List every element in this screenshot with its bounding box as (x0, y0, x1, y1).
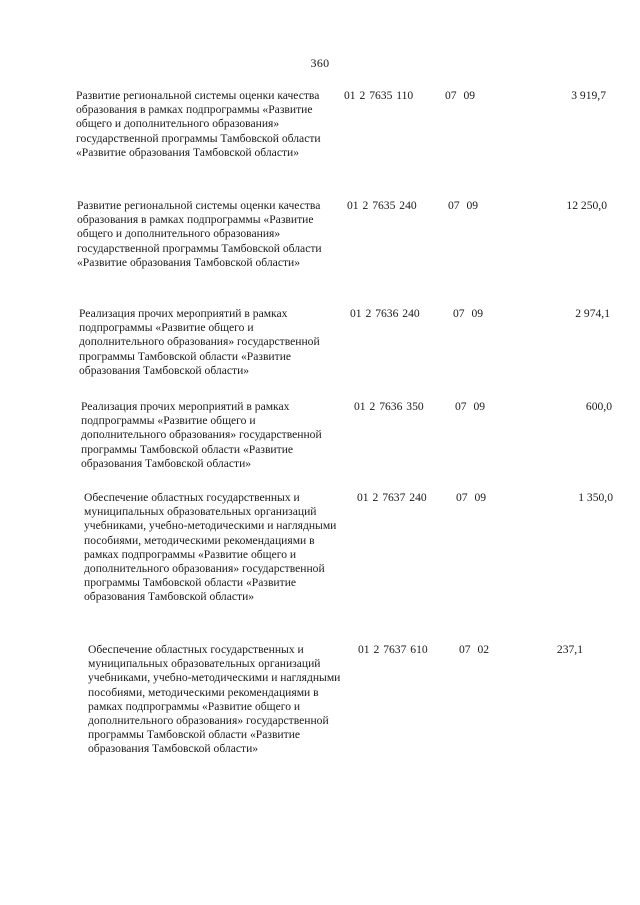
row-section: 07 09 (455, 400, 486, 413)
row-description: Обеспечение областных государственных и муниципальных образовательных организаций учебниками, учебно-методическими и наглядными пособиями, методическими рекомендациями в рамках подпрограммы «Развитие общего и дополнительного образования» государственной программы Тамбовской области «Развитие образования Тамбовской области» (88, 643, 341, 756)
row-amount: 3 919,7 (571, 89, 606, 102)
row-description: Реализация прочих мероприятий в рамках подпрограммы «Развитие общего и дополнительного образования» государственной программы Тамбовской области «Развитие образования Тамбовской области» (79, 307, 320, 377)
row-amount: 12 250,0 (566, 199, 607, 212)
row-amount: 1 350,0 (578, 491, 613, 504)
row-description: Развитие региональной системы оценки качества образования в рамках подпрограммы «Развитие общего и дополнительного образования» государственной программы Тамбовской области «Развитие образования Тамбовской области» (76, 89, 321, 159)
row-code: 01 2 7635 110 (344, 89, 414, 102)
row-amount: 237,1 (556, 643, 583, 656)
row-section: 07 02 (459, 643, 490, 656)
row-description: Развитие региональной системы оценки качества образования в рамках подпрограммы «Развитие общего и дополнительного образования» государственной программы Тамбовской области «Развитие образования Тамбовской области» (77, 199, 322, 269)
row-amount: 600,0 (585, 400, 612, 413)
row-code: 01 2 7637 240 (357, 491, 427, 504)
row-code: 01 2 7636 240 (350, 307, 420, 320)
row-section: 07 09 (448, 199, 479, 212)
row-description: Реализация прочих мероприятий в рамках подпрограммы «Развитие общего и дополнительного образования» государственной программы Тамбовской области «Развитие образования Тамбовской области» (81, 400, 322, 470)
row-section: 07 09 (445, 89, 476, 102)
row-section: 07 09 (453, 307, 484, 320)
row-section: 07 09 (456, 491, 487, 504)
row-code: 01 2 7636 350 (354, 400, 424, 413)
row-code: 01 2 7635 240 (347, 199, 417, 212)
row-amount: 2 974,1 (575, 307, 610, 320)
row-description: Обеспечение областных государственных и муниципальных образовательных организаций учебниками, учебно-методическими и наглядными пособиями, методическими рекомендациями в рамках подпрограммы «Развитие общего и дополнительного образования» государственной программы Тамбовской области «Развитие образования Тамбовской области» (84, 491, 337, 604)
row-code: 01 2 7637 610 (358, 643, 428, 656)
page-number: 360 (310, 56, 330, 70)
